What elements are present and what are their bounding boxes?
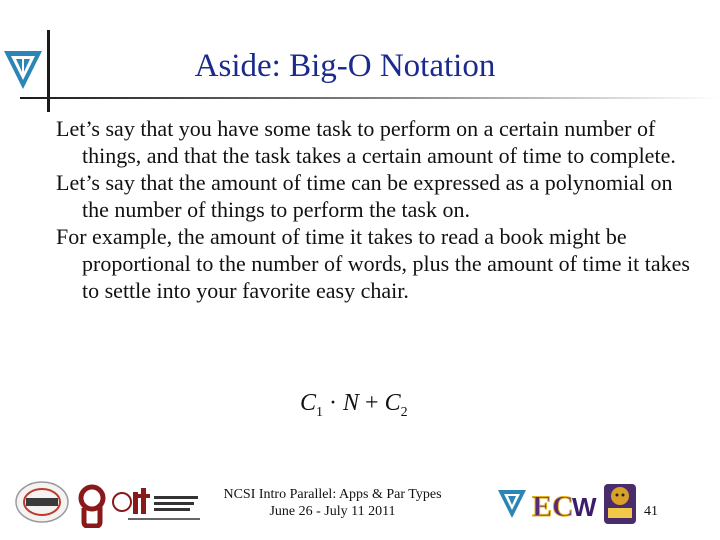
- svg-text:W: W: [572, 492, 597, 522]
- formula-plus: +: [365, 390, 379, 416]
- slide-body: [56, 115, 696, 304]
- it-logo-icon: [113, 488, 200, 520]
- slide-title: Aside: Big-O Notation: [194, 48, 496, 84]
- footer-left-logos: [14, 478, 204, 528]
- svg-text:EC: EC: [532, 490, 574, 523]
- formula-n: N: [343, 390, 360, 416]
- paragraph-3: For example, the amount of time it takes to read a book might be proportional to the number of words, plus the amount of time it takes to settle into your favorite easy chair.: [56, 224, 690, 303]
- header-vertical-rule: [47, 30, 50, 112]
- oscer-logo-icon: [16, 482, 68, 522]
- formula: [300, 390, 408, 421]
- washington-logo-icon: [572, 492, 597, 522]
- header-horizontal-rule: [20, 97, 720, 99]
- formula-c2-sub: 2: [400, 404, 408, 420]
- formula-c2: C: [384, 390, 401, 416]
- triangle-logo-icon: [2, 47, 44, 91]
- lsu-tiger-logo-icon: [604, 484, 636, 524]
- page-number: 41: [644, 504, 658, 519]
- paragraph-1: Let’s say that you have some task to perform on a certain number of things, and that the task takes a certain amount of time to complete.: [56, 116, 676, 168]
- formula-c1-sub: 1: [316, 404, 324, 420]
- footer-line-1: NCSI Intro Parallel: Apps & Par Types: [223, 487, 442, 502]
- footer-line-2: June 26 - July 11 2011: [269, 504, 396, 519]
- paragraph-2: Let’s say that the amount of time can be expressed as a polynomial on the number of things to perform the task on.: [56, 170, 673, 222]
- footer-text: [210, 486, 455, 520]
- footer-right-logos: [496, 480, 640, 528]
- triangle-logo-small-icon: [498, 490, 526, 518]
- ecu-logo-icon: [532, 490, 574, 523]
- formula-c1: C: [300, 390, 317, 416]
- formula-times: ·: [329, 390, 338, 416]
- ou-logo-icon: [81, 487, 103, 526]
